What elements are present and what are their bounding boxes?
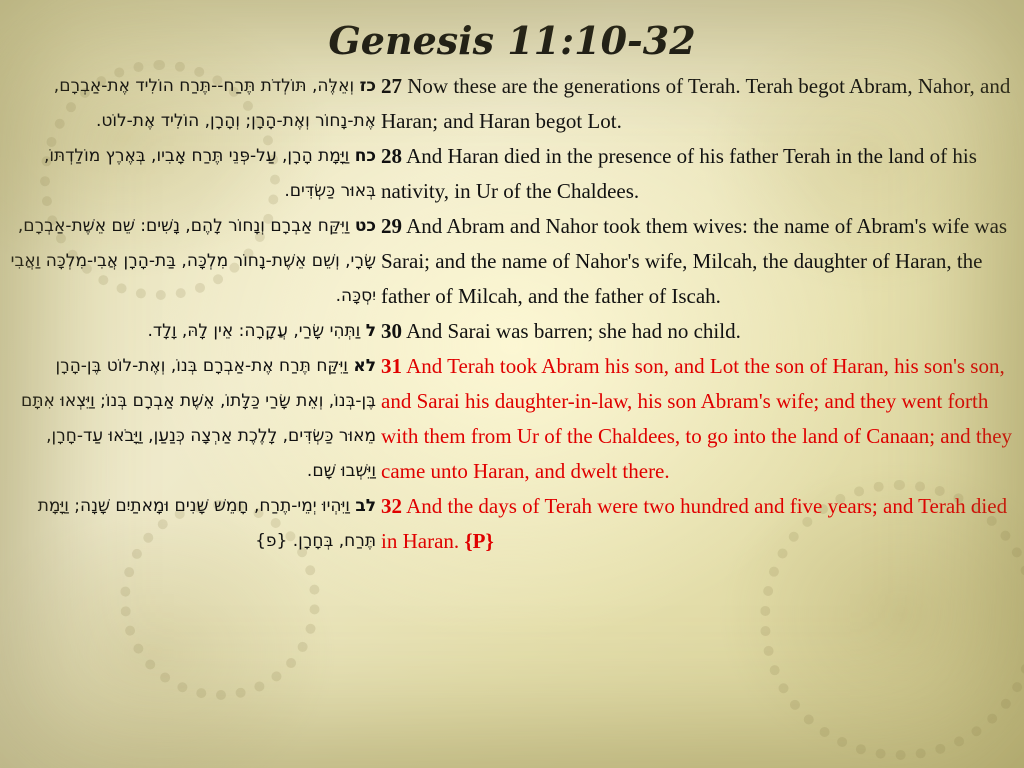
hebrew-verse-text: וַיִּקַּח תֶּרַח אֶת-אַבְרָם בְּנוֹ, וְאֶת-לוֹט בֶּן-הָרָן בֶּן-בְּנוֹ, וְאֵת שָׂרַי כַּלָּתוֹ, אֵשֶׁת אַבְרָם בְּנוֹ; וַיֵּצְאוּ אִתָּם מֵאוּר כַּשְׂדִּים, לָלֶכֶת אַרְצָה כְּנַעַן, וַיָּבֹאוּ עַד-חָרָן, וַיֵּשְׁבוּ שָׁם. — [21, 356, 376, 481]
hebrew-verse-text: וַתְּהִי שָׂרַי, עֲקָרָה: אֵין לָהּ, וָלָד. — [147, 321, 361, 341]
english-verse — [381, 314, 1013, 349]
english-verse-text: And the days of Terah were two hundred and five years; and Terah died in Haran. — [381, 494, 1008, 553]
english-verse — [381, 139, 1013, 209]
english-verse-number: 30 — [381, 319, 402, 343]
hebrew-verse-text: וְאֵלֶּה, תּוֹלְדֹת תֶּרַח--תֶּרַח הוֹלִיד אֶת-אַבְרָם, אֶת-נָחוֹר וְאֶת-הָרָן; וְהָרָן, הוֹלִיד אֶת-לוֹט. — [53, 76, 376, 131]
english-verse-number: 29 — [381, 214, 402, 238]
hebrew-verse-text: וַיִּהְיוּ יְמֵי-תֶרַח, חָמֵשׁ שָׁנִים וּמָאתַיִם שָׁנָה; וַיָּמָת תֶּרַח, בְּחָרָן. {פ} — [37, 496, 376, 551]
hebrew-verse — [8, 209, 376, 314]
hebrew-verse — [8, 489, 376, 559]
hebrew-verse-number: כז — [359, 76, 376, 96]
english-verse-number: 28 — [381, 144, 402, 168]
english-text-column — [381, 69, 1013, 559]
english-verse-text: And Sarai was barren; she had no child. — [406, 319, 741, 343]
hebrew-verse-number: ל — [365, 321, 376, 341]
english-verse-text: Now these are the generations of Terah. Terah begot Abram, Nahor, and Haran; and Haran begot Lot. — [381, 74, 1011, 133]
hebrew-verse — [8, 69, 376, 139]
hebrew-verse-number: לא — [353, 356, 376, 376]
english-verse — [381, 209, 1013, 314]
english-verse-highlighted — [381, 349, 1013, 489]
hebrew-verse-number: לב — [355, 496, 376, 516]
english-verse-number: 32 — [381, 494, 402, 518]
hebrew-verse-number: כט — [354, 216, 376, 236]
english-verse-text: And Abram and Nahor took them wives: the name of Abram's wife was Sarai; and the name of Nahor's wife, Milcah, the daughter of Haran, the father of Milcah, and the father of Iscah. — [381, 214, 1008, 308]
english-verse-highlighted — [381, 489, 1013, 559]
hebrew-verse-number: כח — [354, 146, 376, 166]
hebrew-verse-text: וַיִּקַּח אַבְרָם וְנָחוֹר לָהֶם, נָשִׁים: שֵׁם אֵשֶׁת-אַבְרָם, שָׂרָי, וְשֵׁם אֵשֶׁת-נָחוֹר מִלְכָּה, בַּת-הָרָן אֲבִי-מִלְכָּה וַאֲבִי יִסְכָּה. — [10, 216, 376, 306]
hebrew-verse-text: וַיָּמָת הָרָן, עַל-פְּנֵי תֶּרַח אָבִיו, בְּאֶרֶץ מוֹלַדְתּוֹ, בְּאוּר כַּשְׂדִּים. — [43, 146, 376, 201]
english-verse-text: And Haran died in the presence of his father Terah in the land of his nativity, in Ur of the Chaldees. — [381, 144, 977, 203]
english-verse-number: 27 — [381, 74, 402, 98]
hebrew-text-column — [8, 69, 376, 559]
hebrew-verse — [8, 349, 376, 489]
english-verse-text: And Terah took Abram his son, and Lot the son of Haran, his son's son, and Sarai his daughter-in-law, his son Abram's wife; and they went forth with them from Ur of the Chaldees, to go into the land of Canaan; and they came unto Haran, and dwelt there. — [381, 354, 1013, 483]
slide-title: Genesis 11:10-32 — [328, 18, 696, 63]
hebrew-verse — [8, 314, 376, 349]
english-verse-number: 31 — [381, 354, 402, 378]
paragraph-marker: {P} — [464, 529, 494, 553]
english-verse — [381, 69, 1013, 139]
hebrew-verse — [8, 139, 376, 209]
